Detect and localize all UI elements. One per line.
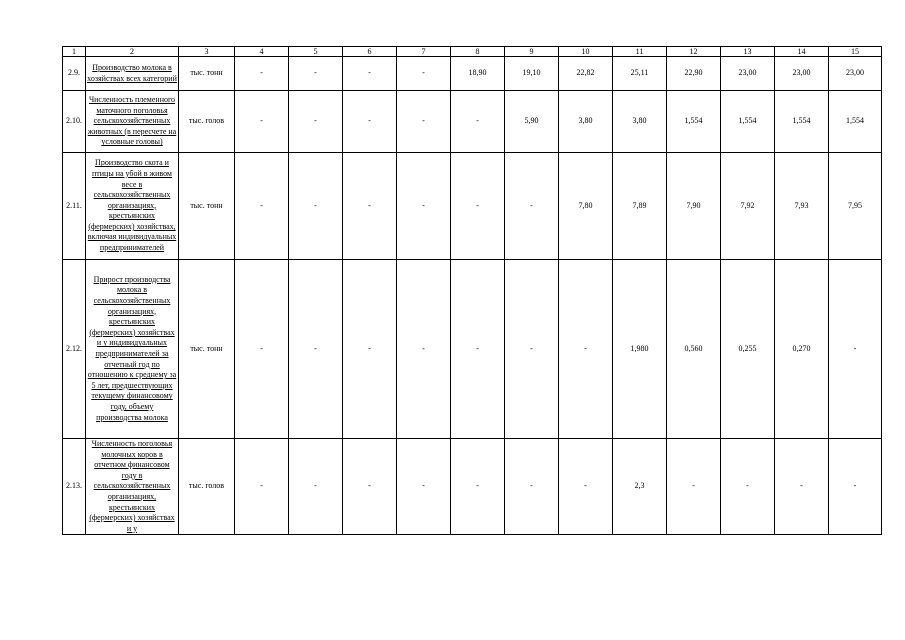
value-cell: - [451,439,505,535]
value-cell: 3,80 [559,91,613,153]
value-cell: - [289,439,343,535]
column-header: 8 [451,47,505,57]
value-cell: 0,270 [775,260,829,439]
row-number: 2.9. [63,57,86,91]
value-cell: 2,3 [613,439,667,535]
value-cell: - [451,91,505,153]
indicator-name: Производство скота и птицы на убой в живом весе в сельскохозяйственных организациях, крестьянских (фермерских) хозяйствах, включая индивидуальных предпринимателей [86,153,179,260]
value-cell: 0,560 [667,260,721,439]
value-cell: - [397,260,451,439]
value-cell: - [343,91,397,153]
table-header [63,47,882,57]
value-cell: 25,11 [613,57,667,91]
table-row [63,439,882,535]
value-cell: - [505,260,559,439]
value-cell: 1,980 [613,260,667,439]
value-cell: - [451,153,505,260]
value-cell: 7,93 [775,153,829,260]
column-header: 1 [63,47,86,57]
table-row [63,91,882,153]
column-header: 5 [289,47,343,57]
indicator-name: Производство молока в хозяйствах всех категорий [86,57,179,91]
column-header: 3 [179,47,235,57]
value-cell: - [505,439,559,535]
value-cell: 5,90 [505,91,559,153]
unit-cell: тыс. тонн [179,57,235,91]
value-cell: - [343,439,397,535]
row-number: 2.12. [63,260,86,439]
header-row [63,47,882,57]
column-header: 11 [613,47,667,57]
value-cell: - [397,57,451,91]
indicator-name: Прирост производства молока в сельскохозяйственных организациях, крестьянских (фермерских) хозяйствах и у индивидуальных предпринимателей за отчетный год по отношению к среднему за 5 лет, предшествующих текущему финансовому году, объему производства молока [86,260,179,439]
indicator-name: Численность племенного маточного поголовья сельскохозяйственных животных (в пересчете на условные головы) [86,91,179,153]
column-header: 15 [829,47,882,57]
value-cell: 1,554 [775,91,829,153]
column-header: 14 [775,47,829,57]
value-cell: - [235,91,289,153]
value-cell: 7,92 [721,153,775,260]
value-cell: - [505,153,559,260]
value-cell: 7,89 [613,153,667,260]
table-body [63,57,882,535]
value-cell: - [343,153,397,260]
value-cell: 0,255 [721,260,775,439]
value-cell: - [451,260,505,439]
value-cell: 22,82 [559,57,613,91]
column-header: 12 [667,47,721,57]
value-cell: - [721,439,775,535]
column-header: 13 [721,47,775,57]
value-cell: 3,80 [613,91,667,153]
value-cell: 7,95 [829,153,882,260]
table-row [63,153,882,260]
value-cell: - [235,260,289,439]
value-cell: 7,90 [667,153,721,260]
value-cell: - [343,260,397,439]
value-cell: 23,00 [721,57,775,91]
value-cell: 7,80 [559,153,613,260]
value-cell: - [235,153,289,260]
unit-cell: тыс. тонн [179,153,235,260]
column-header: 2 [86,47,179,57]
value-cell: - [289,153,343,260]
value-cell: 22,90 [667,57,721,91]
value-cell: 23,00 [775,57,829,91]
value-cell: - [289,91,343,153]
table-row [63,57,882,91]
value-cell: - [829,260,882,439]
value-cell: - [559,439,613,535]
row-number: 2.10. [63,91,86,153]
value-cell: - [397,153,451,260]
table-row [63,260,882,439]
value-cell: - [397,439,451,535]
indicator-name: Численность поголовья молочных коров в отчетном финансовом году в сельскохозяйственных организациях, крестьянских (фермерских) хозяйствах и у [86,439,179,535]
unit-cell: тыс. голов [179,91,235,153]
value-cell: 19,10 [505,57,559,91]
column-header: 6 [343,47,397,57]
value-cell: 1,554 [667,91,721,153]
row-number: 2.13. [63,439,86,535]
value-cell: - [235,57,289,91]
column-header: 10 [559,47,613,57]
value-cell: - [775,439,829,535]
column-header: 7 [397,47,451,57]
value-cell: - [289,260,343,439]
unit-cell: тыс. голов [179,439,235,535]
value-cell: - [667,439,721,535]
value-cell: - [397,91,451,153]
value-cell: - [829,439,882,535]
value-cell: - [559,260,613,439]
value-cell: - [235,439,289,535]
column-header: 9 [505,47,559,57]
row-number: 2.11. [63,153,86,260]
value-cell: 1,554 [829,91,882,153]
value-cell: 23,00 [829,57,882,91]
unit-cell: тыс. тонн [179,260,235,439]
value-cell: - [343,57,397,91]
value-cell: 18,90 [451,57,505,91]
column-header: 4 [235,47,289,57]
value-cell: 1,554 [721,91,775,153]
value-cell: - [289,57,343,91]
indicators-table [62,46,882,535]
